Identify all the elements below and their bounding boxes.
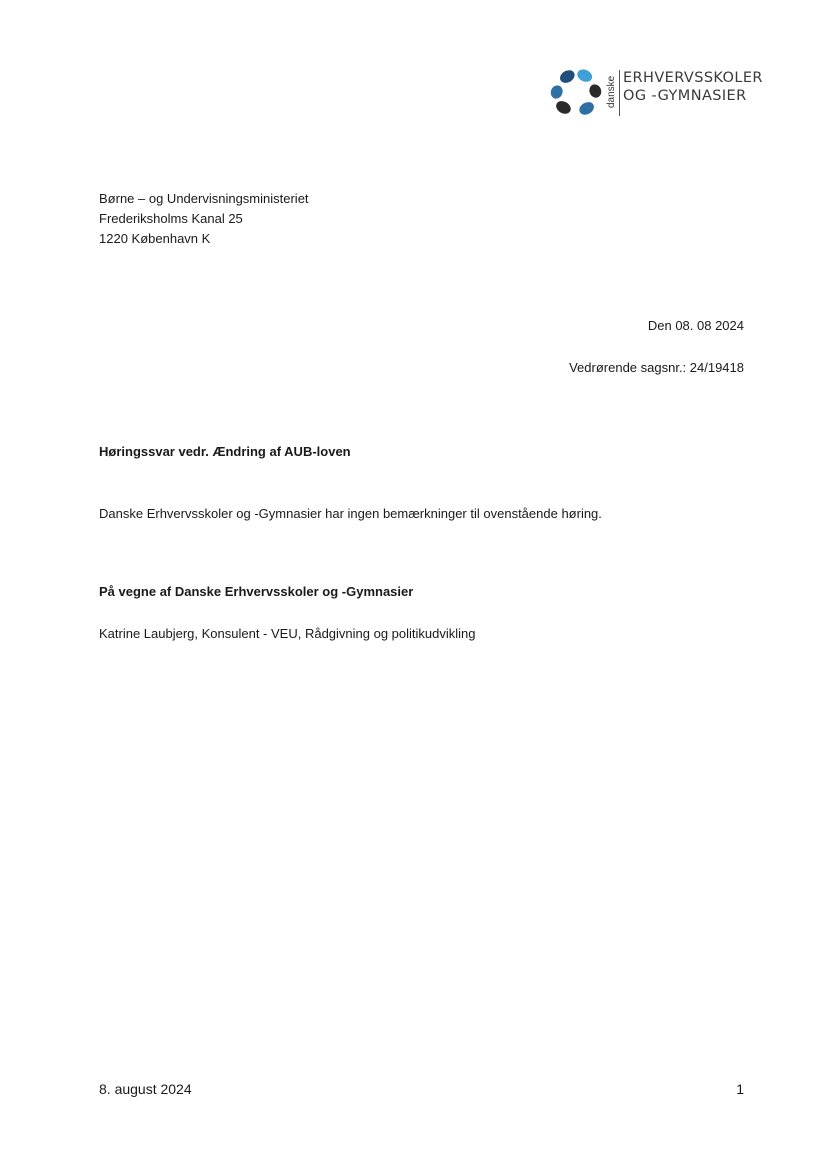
letter-subject: Høringssvar vedr. Ændring af AUB-loven	[99, 444, 351, 459]
recipient-address	[99, 189, 309, 249]
letter-date: Den 08. 08 2024	[647, 318, 744, 333]
page-number: 1	[736, 1081, 744, 1097]
recipient-line-1: Børne – og Undervisningsministeriet	[99, 191, 309, 206]
recipient-line-2: Frederiksholms Kanal 25	[99, 211, 243, 226]
footer-date: 8. august 2024	[99, 1081, 192, 1097]
letter-body: Danske Erhvervsskoler og -Gymnasier har ingen bemærkninger til ovenstående høring.	[99, 506, 602, 521]
letter-closing: På vegne af Danske Erhvervsskoler og -Gymnasier	[99, 584, 414, 599]
logo-divider	[619, 70, 620, 116]
recipient-line-3: 1220 København K	[99, 231, 211, 246]
logo-line-1: ERHVERVSSKOLER	[623, 70, 763, 86]
logo-mark-icon	[548, 66, 604, 118]
letter-signer: Katrine Laubjerg, Konsulent - VEU, Rådgivning og politikudvikling	[99, 626, 476, 641]
logo-line-2: OG -GYMNASIER	[623, 88, 747, 104]
case-reference: Vedrørende sagsnr.: 24/19418	[569, 360, 744, 375]
logo-small-text: danske	[606, 75, 617, 109]
